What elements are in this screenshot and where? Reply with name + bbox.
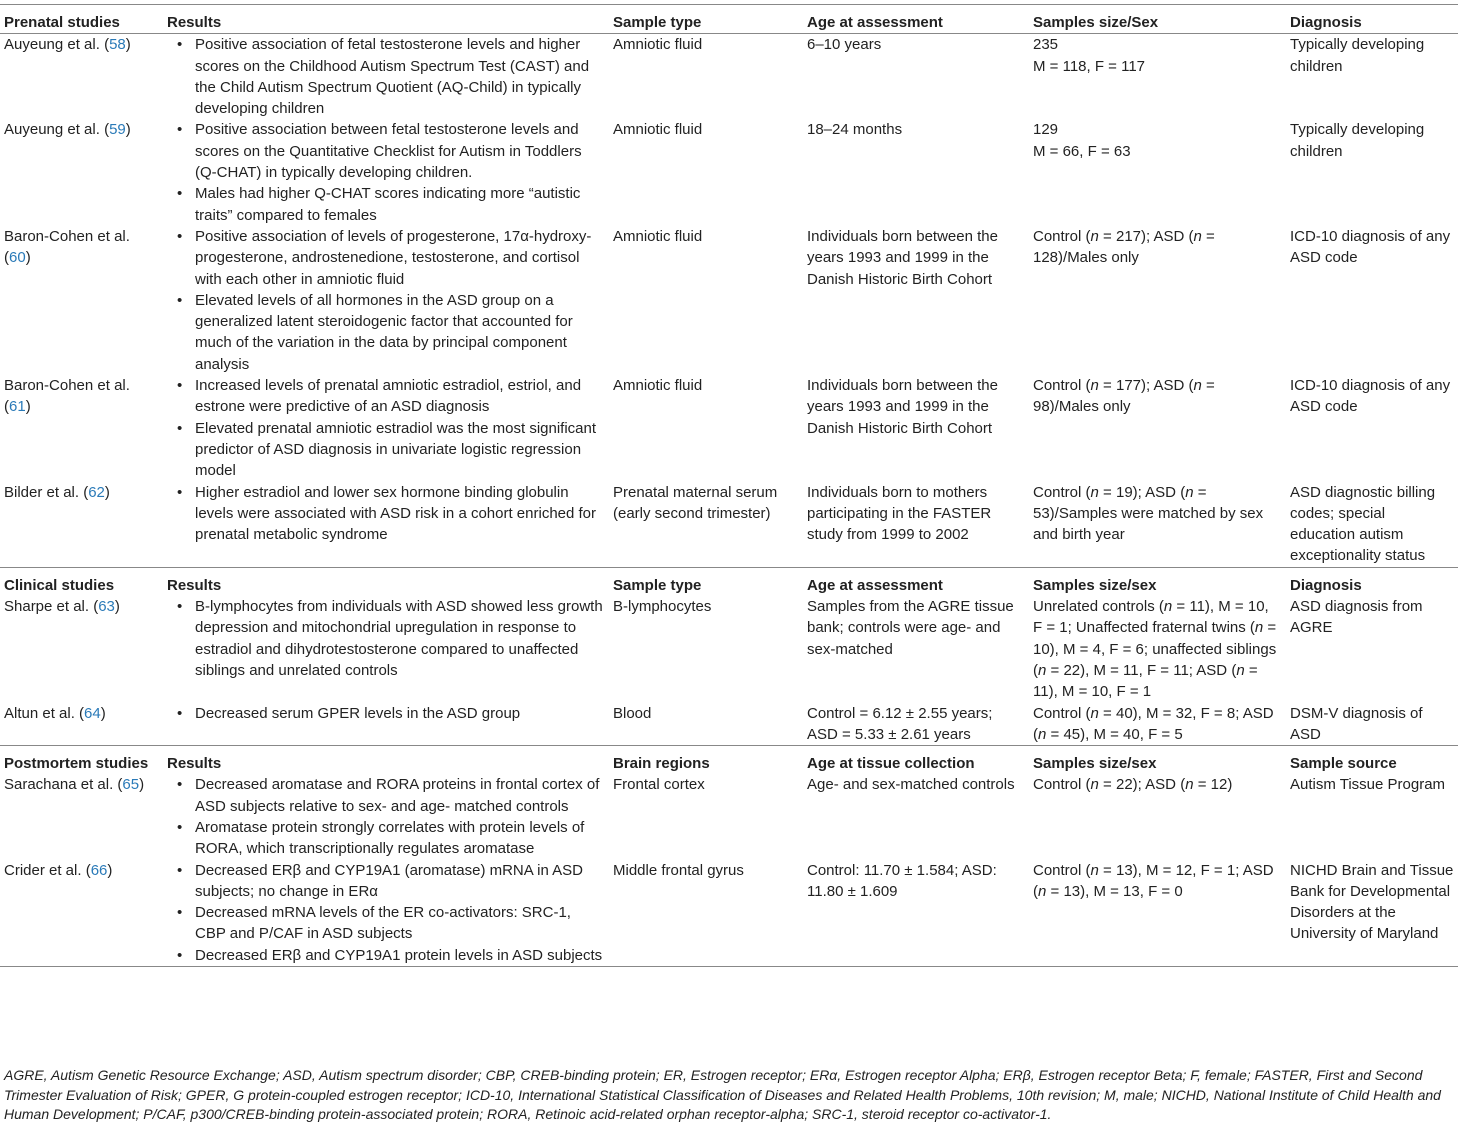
results-cell xyxy=(163,375,609,481)
table-row xyxy=(0,482,1458,568)
results-cell xyxy=(163,119,609,225)
study-name: Crider et al. ( xyxy=(4,861,91,879)
size-sex-cell: Unrelated controls (n = 11), M = 10, F = 1; Unaffected fraternal twins (n = 10), M = 4, F = 6; unaffected siblings (n = 22), M = 11, F = 11; ASD (n = 11), M = 10, F = 1 xyxy=(1033,598,1277,701)
result-item: • B-lymphocytes from individuals with ASD showed less growth depression and mitochondrial upregulation in response to estradiol and dihydrotestosterone compared to unaffected siblings and unrelated controls xyxy=(167,596,605,681)
prenatal-section-header xyxy=(0,5,1458,34)
results-cell xyxy=(163,226,609,375)
header-sample: Sample type xyxy=(609,5,803,34)
reference-close: ) xyxy=(25,398,31,416)
result-item: • Decreased aromatase and RORA proteins in frontal cortex of ASD subjects relative to sex- and age- matched controls xyxy=(167,774,605,817)
age-cell: Individuals born between the years 1993 and 1999 in the Danish Historic Birth Cohort xyxy=(807,227,998,288)
study-cell xyxy=(0,375,163,481)
result-item: • Increased levels of prenatal amniotic estradiol, estriol, and estrone were predictive of an ASD diagnosis xyxy=(167,375,605,418)
sample-type-cell: Prenatal maternal serum (early second trimester) xyxy=(613,483,778,522)
reference-close: ) xyxy=(114,598,120,616)
header-study: Clinical studies xyxy=(0,567,163,596)
sample-type-cell: Frontal cortex xyxy=(613,776,705,794)
table-row xyxy=(0,119,1458,225)
age-cell: Individuals born to mothers participating in the FASTER study from 1999 to 2002 xyxy=(807,483,992,544)
studies-table xyxy=(0,4,1458,967)
study-cell xyxy=(0,860,163,967)
size-sex-cell: Control (n = 13), M = 12, F = 1; ASD (n = 13), M = 13, F = 0 xyxy=(1029,860,1286,967)
age-cell: Individuals born between the years 1993 and 1999 in the Danish Historic Birth Cohort xyxy=(807,377,998,437)
table-row xyxy=(0,34,1458,120)
results-list xyxy=(167,34,605,119)
size-sex-cell: Control (n = 19); ASD (n = 53)/Samples were matched by sex and birth year xyxy=(1033,483,1264,544)
age-cell: Control: 11.70 ± 1.584; ASD: 11.80 ± 1.609 xyxy=(803,860,1029,967)
age-cell: Control = 6.12 ± 2.55 years; ASD = 5.33 ± 2.61 years xyxy=(807,704,993,743)
results-list xyxy=(167,375,605,481)
diagnosis-cell: Typically developing children xyxy=(1290,121,1425,160)
diagnosis-cell: DSM-V diagnosis of ASD xyxy=(1290,704,1423,743)
results-list xyxy=(167,860,605,966)
reference-link[interactable]: 58 xyxy=(109,36,126,54)
postmortem-section-header xyxy=(0,746,1458,775)
study-cell xyxy=(0,34,163,120)
diagnosis-cell: ICD-10 diagnosis of any ASD code xyxy=(1290,377,1451,416)
age-cell: Age- and sex-matched controls xyxy=(807,776,1015,794)
header-size-sex: Samples size/Sex xyxy=(1029,5,1286,34)
table-row xyxy=(0,860,1458,967)
sample-type-cell: B-lymphocytes xyxy=(613,598,712,616)
reference-close: ) xyxy=(125,121,131,139)
reference-link[interactable]: 62 xyxy=(88,483,105,501)
header-diagnosis: Diagnosis xyxy=(1286,5,1458,34)
study-name: Baron-Cohen et al. ( xyxy=(4,227,130,267)
header-age: Age at tissue collection xyxy=(803,746,1029,775)
sample-type-cell: Middle frontal gyrus xyxy=(609,860,803,967)
result-item: • Aromatase protein strongly correlates with protein levels of RORA, which transcriptionally regulates aromatase xyxy=(167,817,605,860)
reference-link[interactable]: 64 xyxy=(84,704,101,722)
result-item: • Positive association between fetal testosterone levels and scores on the Quantitative Checklist for Autism in Toddlers (Q-CHAT) in typically developing children. xyxy=(167,119,605,183)
size-sex-cell: Control (n = 177); ASD (n = 98)/Males only xyxy=(1033,377,1215,416)
header-size-sex: Samples size/sex xyxy=(1029,567,1286,596)
table-footnote: AGRE, Autism Genetic Resource Exchange; ASD, Autism spectrum disorder; CBP, CREB-binding protein; ER, Estrogen receptor; ERα, Estrogen receptor Alpha; ERβ, Estrogen receptor Beta; F, female; FASTER, First and Second Trimester Evaluation of Risk; GPER, G protein-coupled estrogen receptor; ICD-10, International Statistical Classification of Diseases and Related Health Problems, 10th revision; M, male; NICHD, National Institute of Child Health and Human Development; P/CAF, p300/CREB-binding protein-associated protein; RORA, Retinoic acid-related orphan receptor-alpha; SRC-1, steroid receptor co-activator-1. xyxy=(4,1067,1441,1122)
header-results: Results xyxy=(163,746,609,775)
result-item: • Elevated levels of all hormones in the ASD group on a generalized latent steroidogenic factor that accounted for much of the variation in the data by principal component analysis xyxy=(167,290,605,375)
study-cell xyxy=(0,226,163,375)
result-item: • Positive association of levels of progesterone, 17α-hydroxy-progesterone, androstenedione, testosterone, and cortisol with each other in amniotic fluid xyxy=(167,226,605,290)
table-row xyxy=(0,375,1458,481)
diagnosis-cell: Autism Tissue Program xyxy=(1290,776,1446,794)
table-body xyxy=(0,5,1458,967)
study-name: Sarachana et al. ( xyxy=(4,776,123,794)
study-name: Baron-Cohen et al. ( xyxy=(4,377,130,416)
size-sex-cell: Control (n = 40), M = 32, F = 8; ASD (n = 45), M = 40, F = 5 xyxy=(1033,704,1274,743)
study-cell xyxy=(0,703,163,746)
reference-close: ) xyxy=(25,249,31,267)
result-item: • Elevated prenatal amniotic estradiol was the most significant predictor of ASD diagnosis in univariate logistic regression model xyxy=(167,418,605,482)
results-cell xyxy=(163,482,609,568)
diagnosis-cell: Typically developing children xyxy=(1290,36,1425,75)
header-diagnosis: Sample source xyxy=(1286,746,1458,775)
header-study: Prenatal studies xyxy=(0,5,163,34)
results-cell xyxy=(163,860,609,967)
clinical-section-header xyxy=(0,567,1458,596)
table-row xyxy=(0,226,1458,375)
study-name: Auyeung et al. ( xyxy=(4,121,110,139)
sample-type-cell: Amniotic fluid xyxy=(613,227,703,245)
age-cell: 18–24 months xyxy=(807,121,903,139)
results-cell xyxy=(163,34,609,120)
header-sample: Brain regions xyxy=(609,746,803,775)
reference-link[interactable]: 59 xyxy=(109,121,126,139)
table-row xyxy=(0,703,1458,746)
results-list xyxy=(167,226,605,375)
results-list xyxy=(167,482,605,546)
reference-close: ) xyxy=(125,36,131,54)
study-cell xyxy=(0,774,163,859)
sample-type-cell: Blood xyxy=(613,704,652,722)
sample-type-cell: Amniotic fluid xyxy=(613,121,703,139)
header-sample: Sample type xyxy=(609,567,803,596)
result-item: • Males had higher Q-CHAT scores indicating more “autistic traits” compared to females xyxy=(167,183,605,226)
table-row xyxy=(0,596,1458,702)
study-cell xyxy=(0,482,163,568)
results-list xyxy=(167,774,605,859)
size-sex-cell: 129 M = 66, F = 63 xyxy=(1033,121,1131,160)
diagnosis-cell: ASD diagnostic billing codes; special education autism exceptionality status xyxy=(1290,483,1436,565)
header-age: Age at assessment xyxy=(803,567,1029,596)
reference-close: ) xyxy=(100,704,106,722)
reference-link[interactable]: 66 xyxy=(90,861,108,879)
result-item: • Positive association of fetal testosterone levels and higher scores on the Childhood Autism Spectrum Test (CAST) and the Child Autism Spectrum Quotient (AQ-Child) in typically developing children xyxy=(167,34,605,119)
size-sex-cell: 235 M = 118, F = 117 xyxy=(1033,36,1146,75)
reference-link[interactable]: 61 xyxy=(9,398,26,416)
study-name: Auyeung et al. ( xyxy=(4,36,110,54)
reference-link[interactable]: 63 xyxy=(98,598,115,616)
result-item: • Decreased mRNA levels of the ER co-activators: SRC-1, CBP and P/CAF in ASD subjects xyxy=(167,902,605,945)
header-results: Results xyxy=(163,567,609,596)
reference-link[interactable]: 65 xyxy=(122,776,140,794)
result-item: • Higher estradiol and lower sex hormone binding globulin levels were associated with ASD risk in a cohort enriched for prenatal metabolic syndrome xyxy=(167,482,605,546)
age-cell: Samples from the AGRE tissue bank; controls were age- and sex-matched xyxy=(807,598,1014,658)
reference-close: ) xyxy=(139,776,145,794)
study-cell xyxy=(0,119,163,225)
reference-close: ) xyxy=(107,861,113,879)
header-size-sex: Samples size/sex xyxy=(1029,746,1286,775)
results-cell xyxy=(163,774,609,859)
results-list xyxy=(167,703,605,724)
diagnosis-cell: ASD diagnosis from AGRE xyxy=(1290,598,1423,637)
diagnosis-cell: ICD-10 diagnosis of any ASD code xyxy=(1290,227,1451,267)
header-results: Results xyxy=(163,5,609,34)
results-list xyxy=(167,596,605,681)
result-item: • Decreased serum GPER levels in the ASD group xyxy=(167,703,605,724)
age-cell: 6–10 years xyxy=(807,36,882,54)
size-sex-cell: Control (n = 217); ASD (n = 128)/Males only xyxy=(1033,227,1215,267)
sample-type-cell: Amniotic fluid xyxy=(613,377,703,395)
study-cell xyxy=(0,596,163,702)
results-list xyxy=(167,119,605,225)
study-name: Sharpe et al. ( xyxy=(4,598,99,616)
table-row xyxy=(0,774,1458,859)
size-sex-cell: Control (n = 22); ASD (n = 12) xyxy=(1033,776,1233,794)
diagnosis-cell: NICHD Brain and Tissue Bank for Developmental Disorders at the University of Maryland xyxy=(1286,860,1458,967)
study-name: Altun et al. ( xyxy=(4,704,85,722)
study-name: Bilder et al. ( xyxy=(4,483,89,501)
header-age: Age at assessment xyxy=(803,5,1029,34)
header-diagnosis: Diagnosis xyxy=(1286,567,1458,596)
results-cell xyxy=(163,703,609,746)
sample-type-cell: Amniotic fluid xyxy=(613,36,703,54)
reference-link[interactable]: 60 xyxy=(9,249,26,267)
result-item: • Decreased ERβ and CYP19A1 (aromatase) mRNA in ASD subjects; no change in ERα xyxy=(167,860,605,903)
result-item: • Decreased ERβ and CYP19A1 protein levels in ASD subjects xyxy=(167,945,605,966)
results-cell xyxy=(163,596,609,702)
reference-close: ) xyxy=(104,483,110,501)
header-study: Postmortem studies xyxy=(0,746,163,775)
